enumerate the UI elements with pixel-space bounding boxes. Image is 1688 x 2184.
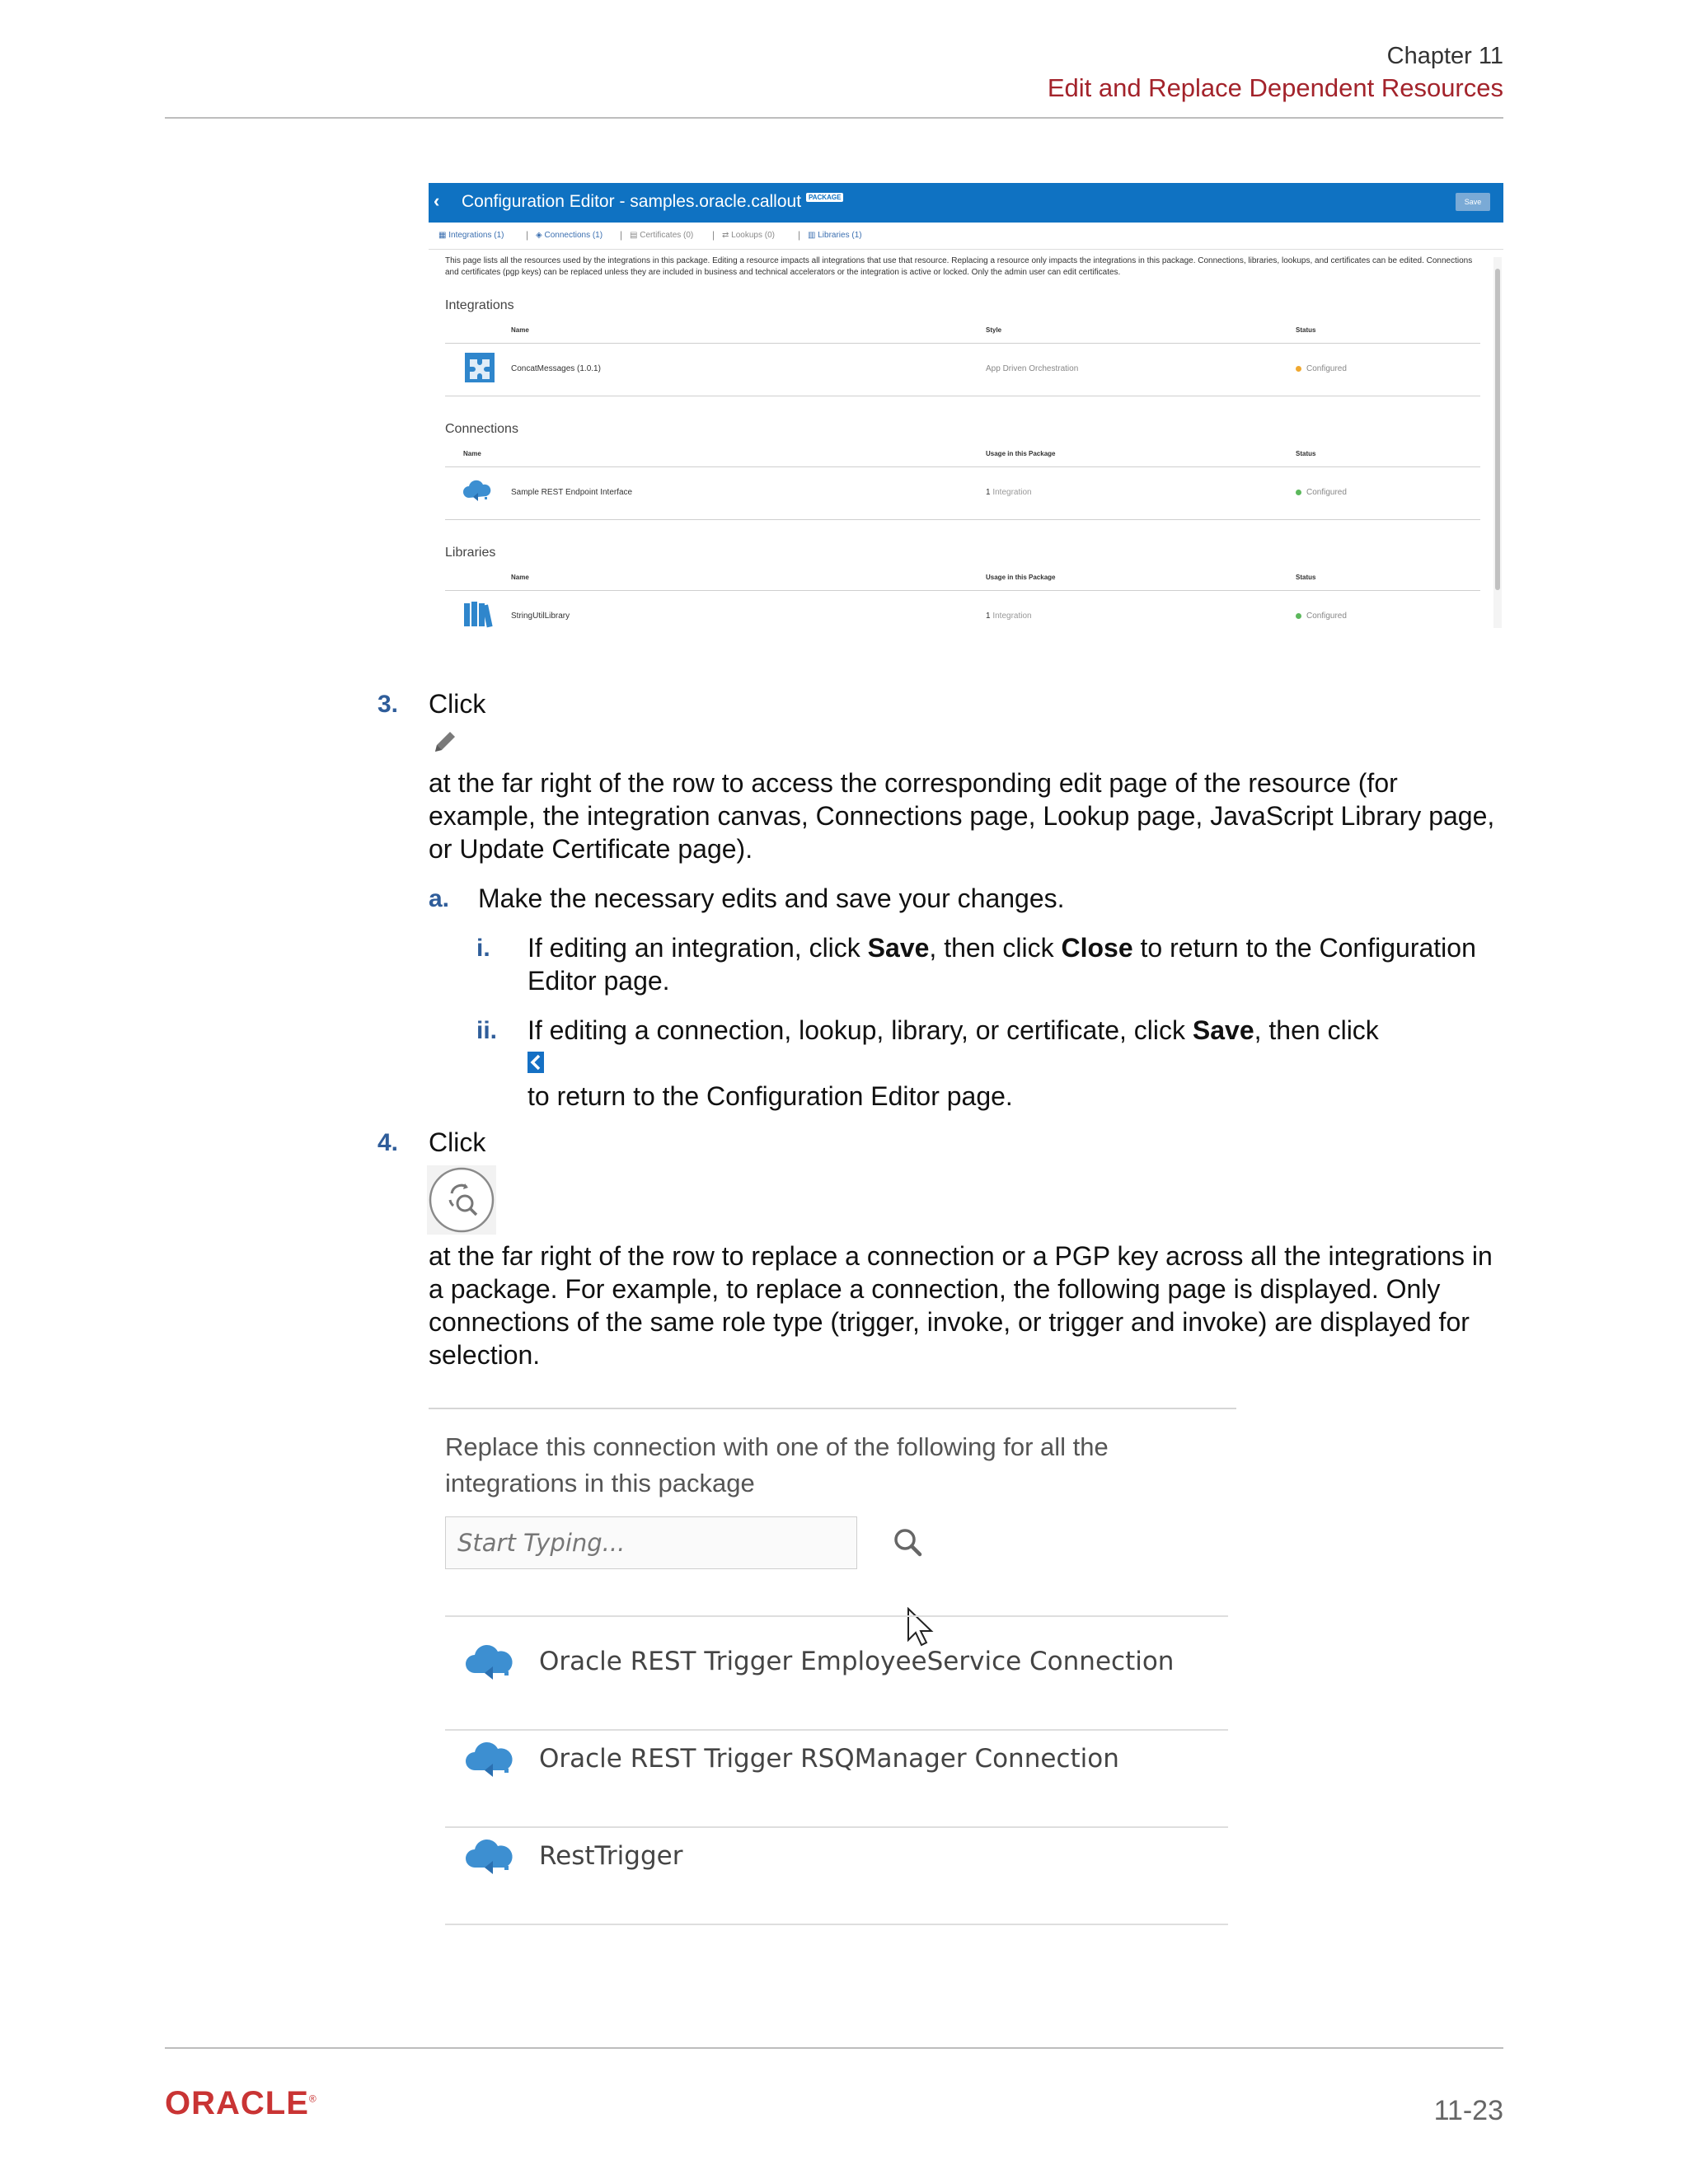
col-style: Style bbox=[986, 326, 1002, 334]
package-badge: PACKAGE bbox=[806, 193, 843, 202]
substep-roman: i. bbox=[476, 935, 490, 962]
substep-ii-text-end: to return to the Configuration Editor page. bbox=[528, 1081, 1013, 1111]
close-term: Close bbox=[1061, 933, 1133, 963]
vertical-scrollbar[interactable] bbox=[1493, 257, 1502, 628]
libraries-icon: ▥ bbox=[808, 231, 816, 240]
step-click-label: Click bbox=[429, 689, 486, 719]
substep-i-text bbox=[528, 931, 1517, 997]
substep-a-text: Make the necessary edits and save your changes. bbox=[478, 883, 1065, 913]
col-status: Status bbox=[1296, 326, 1316, 334]
chapter-label: Chapter 11 bbox=[1386, 43, 1503, 69]
scrollbar-thumb[interactable] bbox=[1495, 269, 1500, 590]
tab-certificates[interactable] bbox=[630, 231, 693, 240]
status-dot-icon bbox=[1296, 366, 1301, 372]
integration-name[interactable]: ConcatMessages (1.0.1) bbox=[511, 364, 601, 373]
back-arrow-icon bbox=[528, 1052, 544, 1077]
step-click-label: Click bbox=[429, 1127, 486, 1157]
connection-label: Oracle REST Trigger EmployeeService Connection bbox=[539, 1647, 1175, 1676]
tab-label: Certificates (0) bbox=[640, 231, 694, 240]
list-item[interactable] bbox=[445, 1811, 1228, 1905]
connection-status bbox=[1296, 488, 1347, 497]
table-divider bbox=[445, 343, 1480, 344]
editor-title: Configuration Editor - samples.oracle.callout bbox=[462, 192, 802, 211]
text-segment: If editing a connection, lookup, library, or certificate, click bbox=[528, 1015, 1193, 1045]
configuration-editor-screenshot bbox=[429, 183, 1503, 635]
tab-separator: | bbox=[798, 229, 801, 241]
tab-integrations[interactable] bbox=[438, 231, 504, 240]
tab-label: Integrations (1) bbox=[448, 231, 504, 240]
col-name: Name bbox=[463, 450, 481, 457]
col-status: Status bbox=[1296, 574, 1316, 581]
status-dot-icon bbox=[1296, 613, 1301, 619]
tab-separator: | bbox=[620, 229, 623, 241]
connection-name[interactable]: Sample REST Endpoint Interface bbox=[511, 488, 633, 497]
cloud-connection-icon bbox=[463, 1642, 516, 1687]
substep-letter: a. bbox=[429, 885, 450, 912]
replace-panel-title: Replace this connection with one of the following for all the integrations in this package bbox=[445, 1432, 1109, 1497]
save-term: Save bbox=[867, 933, 930, 963]
text-segment: If editing an integration, click bbox=[528, 933, 868, 963]
col-status: Status bbox=[1296, 450, 1316, 457]
table-divider bbox=[445, 590, 1480, 591]
step-number: 4. bbox=[377, 1129, 399, 1156]
substep-roman: ii. bbox=[476, 1017, 498, 1044]
integration-style: App Driven Orchestration bbox=[986, 364, 1079, 373]
tab-separator: | bbox=[526, 229, 529, 241]
tab-label: Connections (1) bbox=[544, 231, 603, 240]
cloud-connection-icon bbox=[463, 1836, 516, 1882]
connection-label: RestTrigger bbox=[539, 1841, 683, 1871]
tab-lookups[interactable] bbox=[722, 231, 775, 240]
list-divider bbox=[445, 1924, 1228, 1925]
footer-divider bbox=[165, 2047, 1503, 2049]
save-term: Save bbox=[1192, 1015, 1254, 1045]
editor-intro-text: This page lists all the resources used by the integrations in this package. Editing a resource impacts all integrations that use that resource. Replacing a resource only impacts the integrations in this package. Connections, libraries, lookups, and certificates can be edited. Connections and certificates (pgp keys) can be replaced unless they are included in business and technical accelerators or the integration is active or locked. Only the admin user can edit certificates. bbox=[445, 256, 1473, 277]
pencil-edit-icon bbox=[432, 729, 458, 759]
cloud-connection-icon bbox=[462, 478, 493, 507]
tab-label: Libraries (1) bbox=[818, 231, 862, 240]
library-name[interactable]: StringUtilLibrary bbox=[511, 612, 570, 621]
search-input[interactable] bbox=[445, 1516, 857, 1569]
text-segment: to return to the Configuration Editor page. bbox=[528, 933, 1476, 996]
library-books-icon bbox=[463, 600, 493, 632]
replace-search-icon bbox=[427, 1165, 496, 1239]
connection-label: Oracle REST Trigger RSQManager Connection bbox=[539, 1744, 1119, 1774]
status-dot-icon bbox=[1296, 490, 1301, 495]
cloud-connection-icon bbox=[463, 1739, 516, 1784]
save-button[interactable]: Save bbox=[1456, 193, 1490, 211]
connections-icon: ◈ bbox=[536, 231, 542, 240]
certificates-icon: ▤ bbox=[630, 231, 638, 240]
step-4-text: at the far right of the row to replace a connection or a PGP key across all the integrations in a package. For example, to replace a connection, the following page is displayed. Only connections of the same role type (trigger, invoke, or trigger and invoke) are displayed for selection. bbox=[429, 1241, 1493, 1370]
usage-unit: Integration bbox=[992, 488, 1032, 497]
tab-label: Lookups (0) bbox=[731, 231, 775, 240]
resource-tabs bbox=[429, 223, 1503, 250]
tab-libraries[interactable] bbox=[808, 231, 862, 240]
table-divider bbox=[445, 519, 1480, 520]
connections-heading: Connections bbox=[445, 422, 518, 436]
back-arrow-icon[interactable]: ‹ bbox=[434, 190, 440, 211]
libraries-heading: Libraries bbox=[445, 546, 496, 560]
library-status bbox=[1296, 612, 1347, 621]
page-number: 11-23 bbox=[1433, 2095, 1503, 2126]
usage-unit: Integration bbox=[992, 612, 1032, 621]
list-item[interactable] bbox=[445, 1714, 1228, 1808]
step-number: 3. bbox=[377, 691, 399, 718]
tab-separator: | bbox=[712, 229, 715, 241]
step-3-text: at the far right of the row to access the corresponding edit page of the resource (for example, the integration canvas, Connections page, Lookup page, JavaScript Library page, or Update Certificate page). bbox=[429, 768, 1495, 864]
text-segment: , then click bbox=[1254, 1015, 1379, 1045]
col-name: Name bbox=[511, 326, 529, 334]
lookups-icon: ⇄ bbox=[722, 231, 729, 240]
integrations-icon: ▦ bbox=[438, 231, 447, 240]
search-icon[interactable] bbox=[892, 1526, 925, 1563]
status-text: Configured bbox=[1306, 612, 1347, 621]
usage-count: 1 bbox=[986, 488, 991, 497]
text-segment: , then click bbox=[929, 933, 1062, 963]
status-text: Configured bbox=[1306, 488, 1347, 497]
header-divider bbox=[165, 117, 1503, 119]
section-title: Edit and Replace Dependent Resources bbox=[1047, 73, 1503, 102]
integration-puzzle-icon bbox=[465, 353, 495, 387]
usage-count: 1 bbox=[986, 612, 991, 621]
substep-ii-text bbox=[528, 1014, 1517, 1047]
editor-title-bar bbox=[429, 183, 1503, 223]
integration-status bbox=[1296, 364, 1347, 373]
list-item[interactable] bbox=[445, 1617, 1228, 1711]
oracle-logo: ORACLE® bbox=[165, 2085, 317, 2121]
status-text: Configured bbox=[1306, 364, 1347, 373]
tab-connections[interactable] bbox=[536, 231, 603, 240]
col-usage: Usage in this Package bbox=[986, 450, 1056, 457]
connection-usage bbox=[986, 488, 1032, 497]
col-name: Name bbox=[511, 574, 529, 581]
logo-text: ORACLE bbox=[165, 2085, 309, 2121]
table-divider bbox=[445, 466, 1480, 467]
panel-top-divider bbox=[429, 1408, 1236, 1409]
col-usage: Usage in this Package bbox=[986, 574, 1056, 581]
integrations-heading: Integrations bbox=[445, 298, 514, 312]
library-usage bbox=[986, 612, 1032, 621]
